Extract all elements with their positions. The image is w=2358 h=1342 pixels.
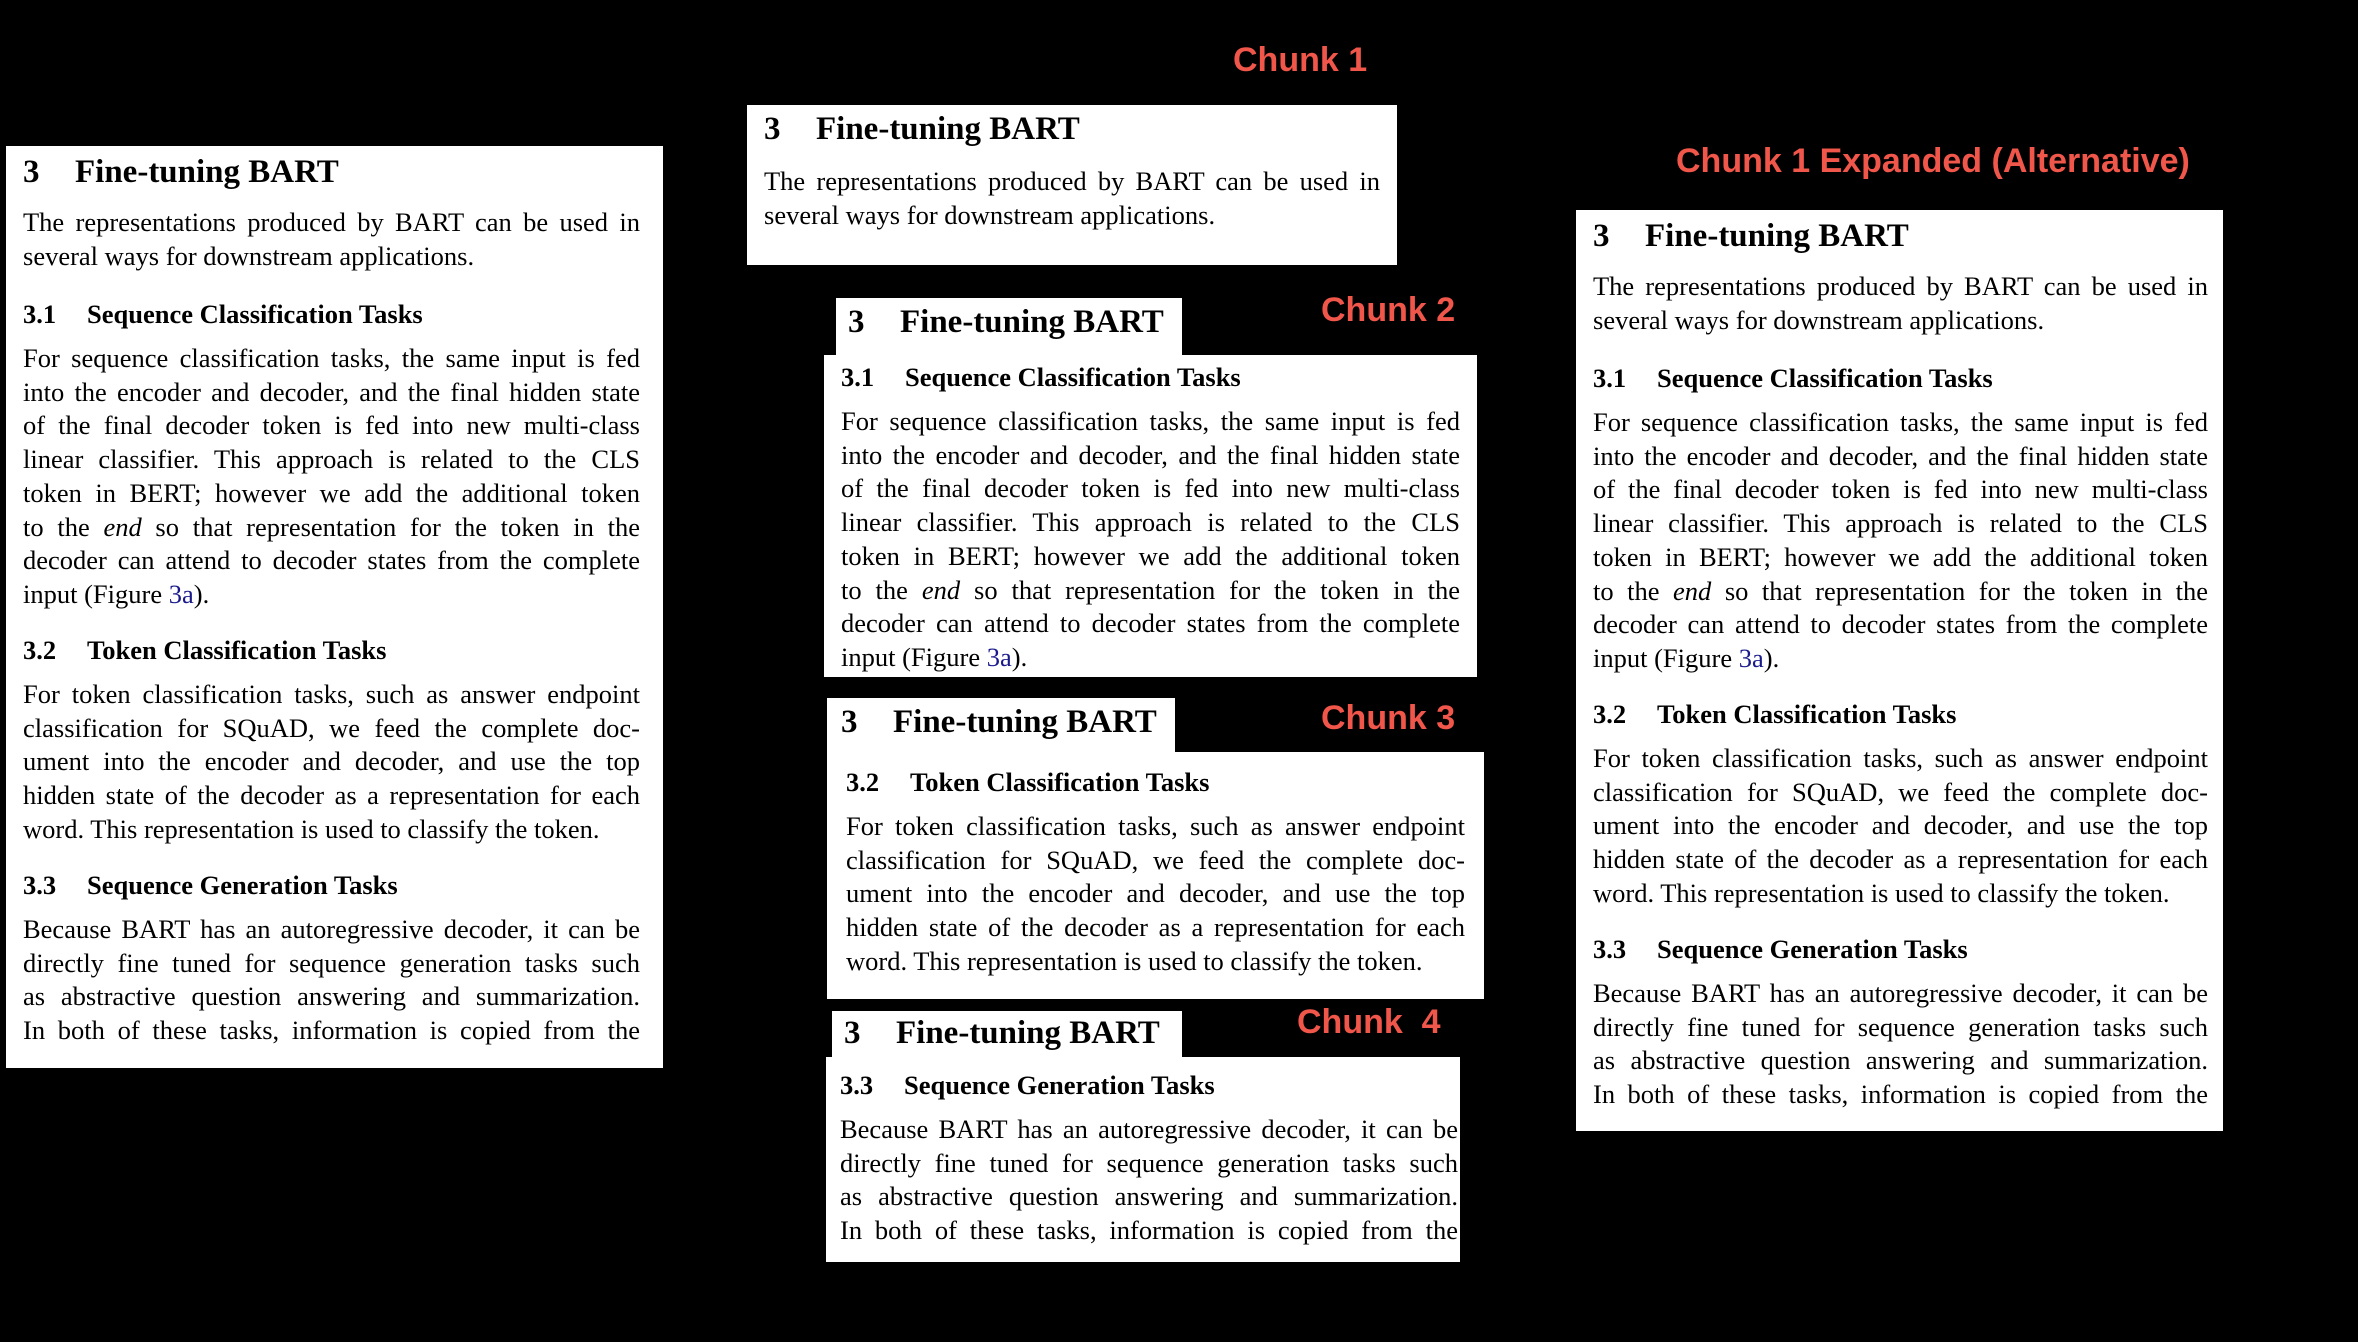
subsection-heading-3-3: 3.3 Sequence Generation Tasks (23, 870, 398, 900)
subsection-body-3-2: For token classification tasks, such as answer endpoint classification for SQuAD, we feed the complete doc- ument into the encoder and decoder, and use the top hidden state of the decoder as a representation for each word. This representation is used to classify the token. (23, 679, 640, 844)
expanded-subheading-3-2: 3.2 Token Classification Tasks (1593, 699, 1957, 729)
chunk-1-expanded-label: Chunk 1 Expanded (Alternative) (1676, 142, 2190, 180)
chunk-4-label: Chunk 4 (1297, 1003, 1441, 1041)
chunk-1-expanded-panel (1576, 210, 2223, 1131)
expanded-body-3-1: For sequence classification tasks, the same input is fed into the encoder and decoder, and the final hidden state of the final decoder token is fed into new multi-class linear classifier. This approach is related to the CLS token in BERT; however we add the additional token to the end so that representation for the token in the decoder can attend to decoder states from the complete input (Figure 3a). (1593, 407, 2208, 673)
chunk-3-panel (827, 752, 1484, 999)
chunk-3-label: Chunk 3 (1321, 699, 1456, 737)
chunk-4-subheading: 3.3 Sequence Generation Tasks (840, 1070, 1215, 1100)
chunk-3-heading-tab: 3 Fine-tuning BART (827, 698, 1175, 756)
section-heading: 3 Fine-tuning BART (23, 154, 339, 190)
chunk-2-subheading: 3.1 Sequence Classification Tasks (841, 362, 1241, 392)
expanded-section-heading: 3 Fine-tuning BART (1593, 218, 1909, 254)
chunk-1-panel (747, 105, 1397, 265)
figure-link[interactable]: 3a (986, 641, 1012, 672)
chunk-1-heading: 3 Fine-tuning BART (764, 111, 1080, 147)
chunk-2-label: Chunk 2 (1321, 291, 1456, 329)
chunk-3-subheading: 3.2 Token Classification Tasks (846, 767, 1210, 797)
chunk-4-heading-tab: 3 Fine-tuning BART (832, 1011, 1182, 1059)
chunk-2-panel (824, 355, 1477, 677)
original-document-panel (6, 146, 663, 1068)
subsection-heading-3-2: 3.2 Token Classification Tasks (23, 635, 387, 665)
expanded-body-3-2: For token classification tasks, such as answer endpoint classification for SQuAD, we feed the complete doc- ument into the encoder and decoder, and use the top hidden state of the decoder as a representation for each word. This representation is used to classify the token. (1593, 743, 2208, 908)
chunk-1-body: The representations produced by BART can be used in several ways for downstream applications. (764, 166, 1380, 230)
expanded-subheading-3-3: 3.3 Sequence Generation Tasks (1593, 934, 1968, 964)
expanded-body-3-3: Because BART has an autoregressive decoder, it can be directly fine tuned for sequence generation tasks such as abstractive question answering and summarization. In both of these tasks, information is copied from the (1593, 978, 2208, 1110)
figure-link[interactable]: 3a (168, 578, 194, 609)
chunk-4-body: Because BART has an autoregressive decoder, it can be directly fine tuned for sequence generation tasks such as abstractive question answering and summarization. In both of these tasks, information is copied from the (840, 1114, 1458, 1246)
chunk-3-body: For token classification tasks, such as answer endpoint classification for SQuAD, we feed the complete doc- ument into the encoder and decoder, and use the top hidden state of the decoder as a representation for each word. This representation is used to classify the token. (846, 811, 1465, 976)
figure-link[interactable]: 3a (1738, 642, 1764, 673)
subsection-body-3-1: For sequence classification tasks, the same input is fed into the encoder and decoder, and the final hidden state of the final decoder token is fed into new multi-class linear classifier. This approach is related to the CLS token in BERT; however we add the additional token to the end so that representation for the token in the decoder can attend to decoder states from the complete input (Figure 3a). (23, 343, 640, 609)
chunk-1-label: Chunk 1 (1233, 41, 1368, 79)
subsection-heading-3-1: 3.1 Sequence Classification Tasks (23, 299, 423, 329)
expanded-intro: The representations produced by BART can be used in several ways for downstream applications. (1593, 271, 2208, 335)
expanded-subheading-3-1: 3.1 Sequence Classification Tasks (1593, 363, 1993, 393)
chunk-4-panel (826, 1057, 1460, 1262)
chunk-2-body: For sequence classification tasks, the same input is fed into the encoder and decoder, and the final hidden state of the final decoder token is fed into new multi-class linear classifier. This approach is related to the CLS token in BERT; however we add the additional token to the end so that representation for the token in the decoder can attend to decoder states from the complete input (Figure 3a). (841, 406, 1460, 672)
subsection-body-3-3: Because BART has an autoregressive decoder, it can be directly fine tuned for sequence generation tasks such as abstractive question answering and summarization. In both of these tasks, information is copied from the (23, 914, 640, 1046)
section-intro: The representations produced by BART can be used in several ways for downstream applications. (23, 207, 640, 271)
chunk-2-heading-tab: 3 Fine-tuning BART (836, 298, 1182, 358)
